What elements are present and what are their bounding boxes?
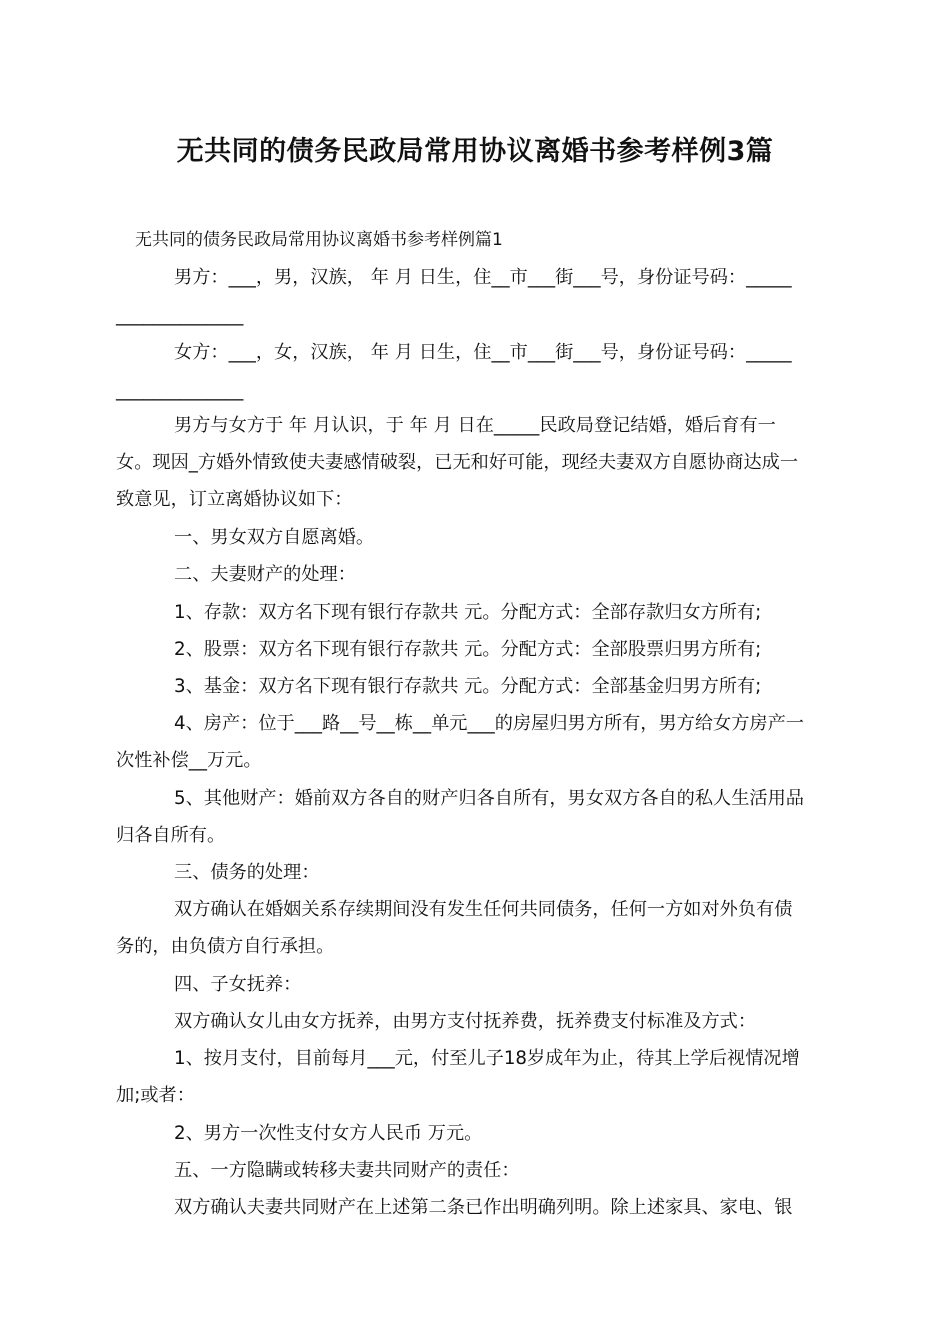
section-subtitle: 无共同的债务民政局常用协议离婚书参考样例篇1 [135, 230, 503, 250]
text-line: 加;或者： [116, 1085, 195, 1106]
text-line: 女方：___，女，汉族， 年 月 日生，住__市___街___号，身份证号码：_____ [174, 342, 792, 363]
text-line: 双方确认女儿由女方抚养，由男方支付抚养费，抚养费支付标准及方式： [174, 1011, 757, 1032]
text-line: 4、房产：位于___路__号__栋__单元___的房屋归男方所有，男方给女方房产一 [174, 713, 804, 734]
text-line: 双方确认夫妻共同财产在上述第二条已作出明确列明。除上述家具、家电、银 [174, 1197, 793, 1218]
text-line: ______________ [116, 380, 244, 401]
text-line: 五、一方隐瞒或转移夫妻共同财产的责任： [174, 1160, 520, 1181]
text-line: 次性补偿__万元。 [116, 750, 262, 771]
text-line: 女。现因_方婚外情致使夫妻感情破裂，已无和好可能，现经夫妻双方自愿协商达成一 [116, 452, 799, 473]
text-line: 三、债务的处理： [174, 862, 320, 883]
text-line: 1、存款：双方名下现有银行存款共 元。分配方式：全部存款归女方所有; [174, 602, 762, 623]
text-line: 男方与女方于 年 月认识，于 年 月 日在_____民政局登记结婚，婚后育有一 [174, 415, 776, 436]
text-line: 2、股票：双方名下现有银行存款共 元。分配方式：全部股票归男方所有; [174, 639, 762, 660]
text-line: 归各自所有。 [116, 825, 226, 846]
text-line: 双方确认在婚姻关系存续期间没有发生任何共同债务，任何一方如对外负有债 [174, 899, 793, 920]
text-line: 1、按月支付，目前每月___元，付至儿子18岁成年为止，待其上学后视情况增 [174, 1048, 800, 1069]
text-line: 务的，由负债方自行承担。 [116, 936, 335, 957]
text-line: 一、男女双方自愿离婚。 [174, 527, 375, 548]
text-line: ______________ [116, 305, 244, 326]
text-line: 5、其他财产：婚前双方各自的财产归各自所有，男女双方各自的私人生活用品 [174, 788, 804, 809]
text-line: 2、男方一次性支付女方人民币 万元。 [174, 1123, 483, 1144]
text-line: 二、夫妻财产的处理： [174, 564, 356, 585]
text-line: 四、子女抚养： [174, 974, 302, 995]
text-line: 男方：___，男，汉族， 年 月 日生，住__市___街___号，身份证号码：_____ [174, 267, 792, 288]
text-line: 3、基金：双方名下现有银行存款共 元。分配方式：全部基金归男方所有; [174, 676, 762, 697]
document-title: 无共同的债务民政局常用协议离婚书参考样例3篇 [176, 136, 774, 167]
text-line: 致意见，订立离婚协议如下： [116, 489, 353, 510]
